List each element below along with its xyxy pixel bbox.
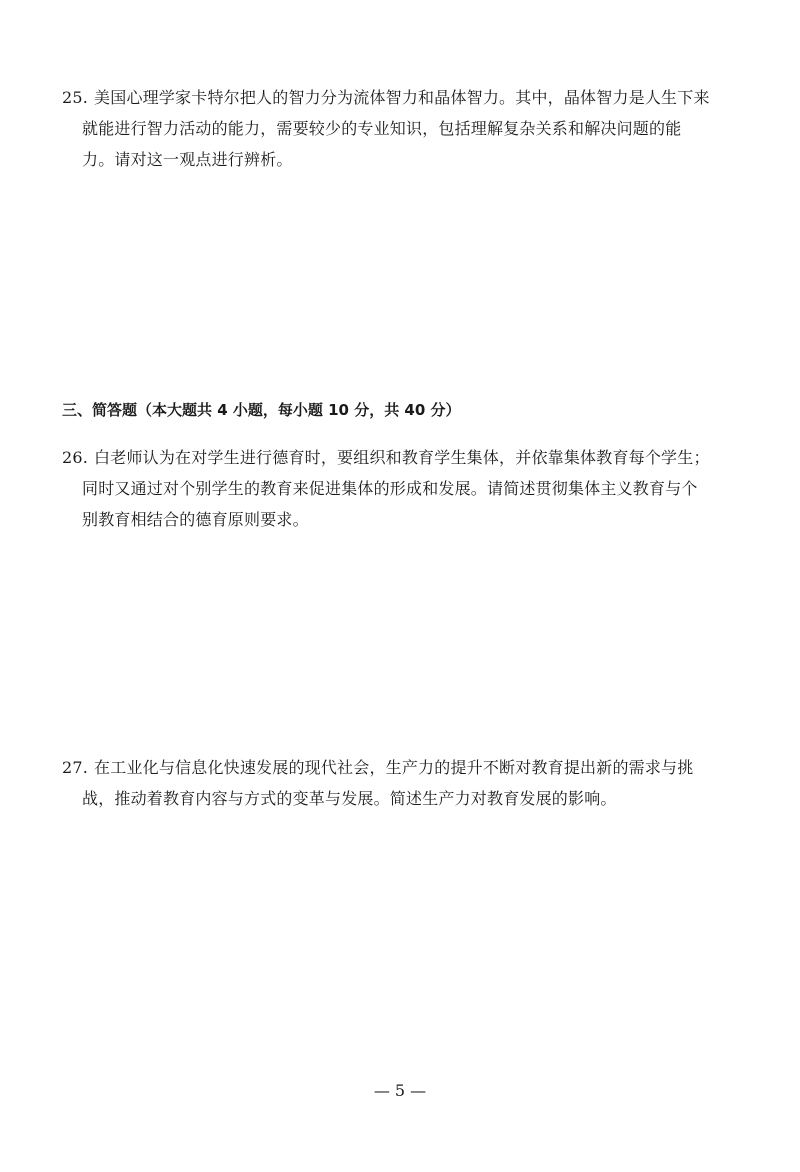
question-26-line-1 [62,442,742,473]
question-26-line-2: 同时又通过对个别学生的教育来促进集体的形成和发展。请简述贯彻集体主义教育与个 [82,479,698,498]
question-27-number: 27. [62,758,89,777]
question-26 [62,442,742,535]
section-heading-short-answer: 三、简答题（本大题共 4 小题，每小题 10 分，共 40 分） [62,401,461,419]
question-27-line-2: 战，推动着教育内容与方式的变革与发展。简述生产力对教育发展的影响。 [82,789,617,808]
question-27-text-1: 在工业化与信息化快速发展的现代社会，生产力的提升不断对教育提出新的需求与挑 [94,758,694,777]
question-25-number: 25. [62,88,89,107]
question-26-number: 26. [62,448,89,467]
question-26-text-1: 白老师认为在对学生进行德育时，要组织和教育学生集体，并依靠集体教育每个学生； [94,448,710,467]
question-25-line-2: 就能进行智力活动的能力，需要较少的专业知识，包括理解复杂关系和解决问题的能 [82,119,682,138]
question-27-line-1 [62,752,742,783]
page-number: — 5 — [373,1081,427,1100]
question-25-text-1: 美国心理学家卡特尔把人的智力分为流体智力和晶体智力。其中，晶体智力是人生下来 [94,88,710,107]
question-27 [62,752,742,814]
question-25-line-3: 力。请对这一观点进行辨析。 [82,150,293,169]
question-25 [62,82,742,175]
question-25-line-1 [62,82,742,113]
question-26-line-3: 别教育相结合的德育原则要求。 [82,510,309,529]
